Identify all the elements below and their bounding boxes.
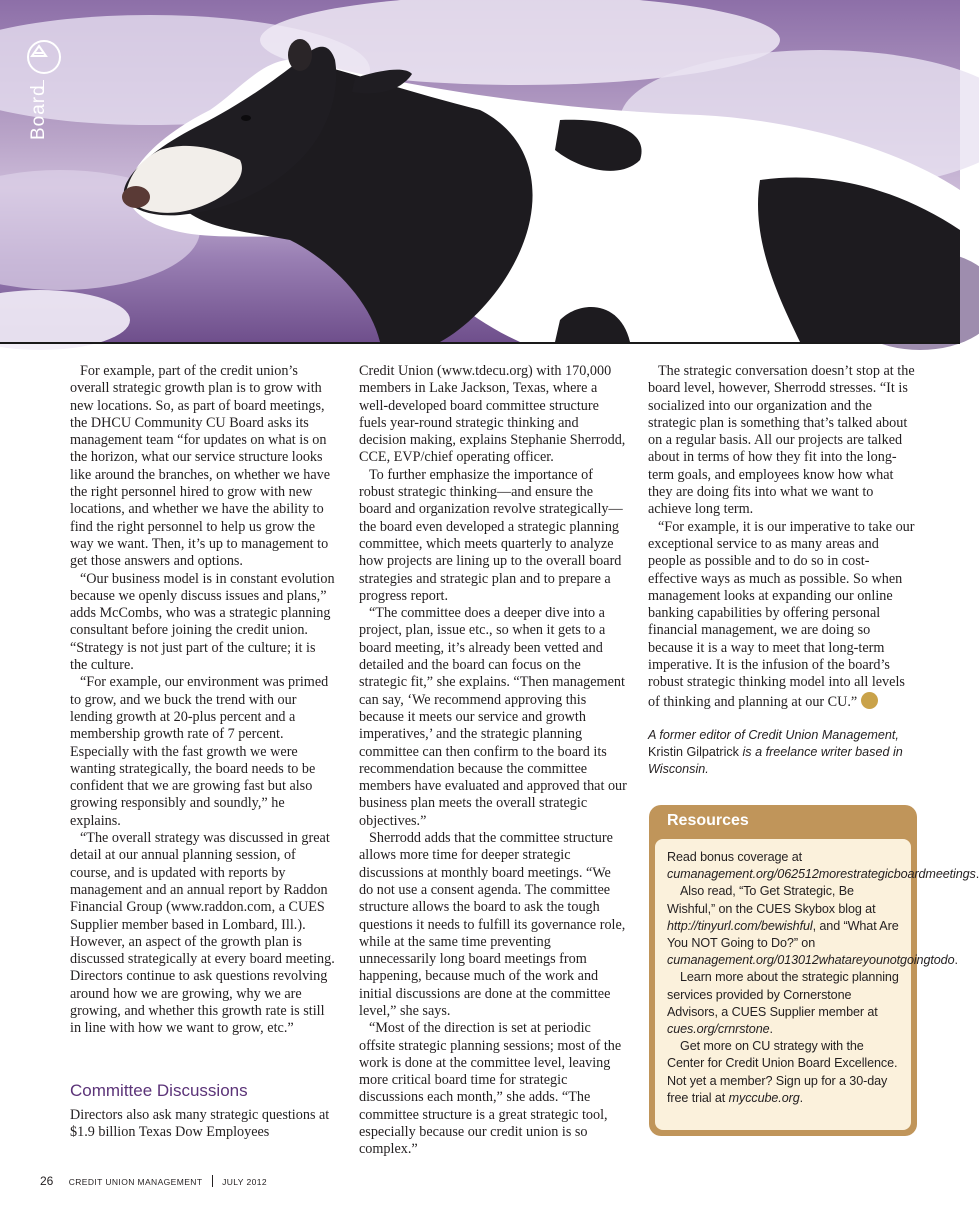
cow-illustration xyxy=(0,0,960,342)
bio-prefix: A former editor of Credit Union Management, xyxy=(648,728,899,742)
resource-link[interactable]: http://tinyurl.com/bewishful xyxy=(667,918,813,933)
paragraph: To further emphasize the importance of robust strategic thinking—and ensure the board and organization revolve strategically—the board even developed a strategic planning committee, which meets quarterly to analyze how projects are lining up to the overall board strategies and strategic plan and to prepare a progress report. xyxy=(359,466,623,604)
end-mark-icon xyxy=(861,692,878,709)
resource-text: Read bonus coverage at xyxy=(667,850,803,864)
resource-text: Get more on CU strategy with the Center for Credit Union Board Excellence. Not yet a member? Sign up for a 30-day free trial at xyxy=(667,1039,898,1105)
resource-item: Read bonus coverage at cumanagement.org/062512morestrategicboardmeetings. xyxy=(667,850,979,882)
paragraph: For example, part of the credit union’s overall strategic growth plan is to grow with new locations. So, as part of board meetings, the DHCU Community CU Board asks its management team “for updates on what is on the horizon, what our service structure looks like around the branches, on whether we have the right personnel hired to grow with new locations, and whether we have the ability to find the right personnel to help us grow the way we want. Then, it’s up to management to get those answers and options. xyxy=(70,363,331,570)
article-column-1-continued xyxy=(70,1107,336,1142)
page-number: 26 xyxy=(40,1174,54,1188)
resources-title: Resources xyxy=(667,812,749,829)
bio-suffix: is a freelance writer based in Wisconsin. xyxy=(648,745,903,776)
paragraph: “The overall strategy was discussed in great detail at our annual planning session, of course, and is updated with reports by management and an annual report by Raddon Financial Group (www.raddon.com, a CUES Supplier member based in Lombard, Ill.). However, an aspect of the growth plan is discussed strategically at every board meeting. Directors continue to ask questions revolving around how we are growing, why we are growing, and whether this growth rate is still in line with how we want to grow, etc.” xyxy=(70,830,335,1037)
resource-item: Also read, “To Get Strategic, Be Wishful,” on the CUES Skybox blog at http://tinyurl.com/bewishful, and “What Are You NOT Going to Do?” on cumanagement.org/013012whatareyounotgoingtodo. xyxy=(667,884,958,968)
paragraph: “For example, our environment was primed to grow, and we buck the trend with our lending growth at 20-plus percent and a membership growth rate of 7 percent. Especially with the fast growth we were wanting strategically, the board needs to be confident that we are growing fast but also growing responsibly and soundly,” he explains. xyxy=(70,674,329,829)
resources-box xyxy=(649,805,979,1136)
paragraph: Directors also ask many strategic questions at $1.9 billion Texas Dow Employees xyxy=(70,1107,330,1141)
paragraph: Credit Union (www.tdecu.org) with 170,000 members in Lake Jackson, Texas, where a well-developed board committee structure fuels year-round strategic thinking and decision making, explains Stephanie Sherrodd, CCE, EVP/chief operating officer. xyxy=(359,363,626,466)
article-column-3 xyxy=(648,363,918,711)
paragraph xyxy=(648,519,918,711)
hero-bottom-rule xyxy=(0,342,960,344)
resources-body xyxy=(655,839,979,1130)
resource-link[interactable]: cumanagement.org/013012whatareyounotgoingtodo xyxy=(667,953,955,968)
author-bio xyxy=(648,727,920,778)
resource-text: Learn more about the strategic planning services provided by Cornerstone Advisors, a CUES Supplier member at xyxy=(667,970,899,1019)
paragraph: “Our business model is in constant evolution because we openly discuss issues and plans,” adds McCombs, who was a strategic planning consultant before joining the credit union. “Strategy is not just part of the culture; it is the culture. xyxy=(70,570,335,674)
resource-text: , and “What Are You NOT Going to Do?” on xyxy=(667,918,899,951)
issue-date: JULY 2012 xyxy=(222,1177,267,1187)
resource-link[interactable]: myccube.org xyxy=(728,1090,800,1105)
board-section-icon xyxy=(27,40,61,74)
resource-link[interactable]: cues.org/crnrstone xyxy=(667,1022,770,1037)
article-column-2 xyxy=(359,363,627,1159)
hero-photo xyxy=(0,0,960,342)
paragraph: The strategic conversation doesn’t stop at the board level, however, Sherrodd stresses. “It is socialized into our organization and the strategic plan is something that’s talked about on a regular basis. All our projects are talked about in terms of how they fit into the long-term goals, and employees know how what they are doing fits into what we want to achieve long term. xyxy=(648,363,915,518)
section-label: Board xyxy=(28,84,49,140)
author-name: Kristin Gilpatrick xyxy=(648,745,739,759)
paragraph-text: “For example, it is our imperative to take our exceptional service to as many areas and people as possible and to do so in cost-effective ways as much as possible. So when management looks at expanding our online banking capabilities by offering personal financial management, we are doing so because it is a way to meet that long-term imperative. It is the infusion of the board’s robust strategic thinking model into all levels of thinking and planning at our CU.” xyxy=(648,518,915,710)
paragraph: “The committee does a deeper dive into a project, plan, issue etc., so when it gets to a board meeting, it’s already been vetted and detailed and the board can focus on the strategic fit,” she explains. “Then management can say, ‘We recommend approving this because it meets our service and growth imperatives,’ and the strategic planning committee can then confirm to the board its recommendation because the committee members have evaluated and approved that our business plan meets the overall strategic objectives.” xyxy=(359,605,627,829)
resource-link[interactable]: cumanagement.org/062512morestrategicboardmeetings xyxy=(667,867,976,882)
resource-item: Get more on CU strategy with the Center for Credit Union Board Excellence. Not yet a member? Sign up for a 30-day free trial at myccube.org. xyxy=(667,1039,898,1105)
magazine-name: CREDIT UNION MANAGEMENT xyxy=(68,1177,203,1187)
footer-divider xyxy=(212,1175,213,1187)
resource-item: Learn more about the strategic planning services provided by Cornerstone Advisors, a CUES Supplier member at cues.org/crnrstone. xyxy=(667,970,899,1037)
resource-text: Also read, “To Get Strategic, Be Wishful,” on the CUES Skybox blog at xyxy=(667,884,876,916)
paragraph: Sherrodd adds that the committee structure allows more time for deeper strategic discussions at monthly board meetings. “We do not use a consent agenda. The committee structure allows the board to ask the tough questions it needs to fulfill its governance role, while at the same time preventing unnecessarily long board meetings from happening, because much of the work and initial discussions are done at the committee level,” she says. xyxy=(359,830,626,1019)
subhead-committee-discussions: Committee Discussions xyxy=(70,1081,248,1100)
paragraph: “Most of the direction is set at periodic offsite strategic planning sessions; most of the work is done at the committee level, leaving more critical board time for strategic discussions each month,” she adds. “The committee structure is a great strategic tool, especially because our credit union is so complex.” xyxy=(359,1020,622,1158)
article-column-1 xyxy=(70,363,336,1038)
page-footer xyxy=(40,1174,267,1188)
